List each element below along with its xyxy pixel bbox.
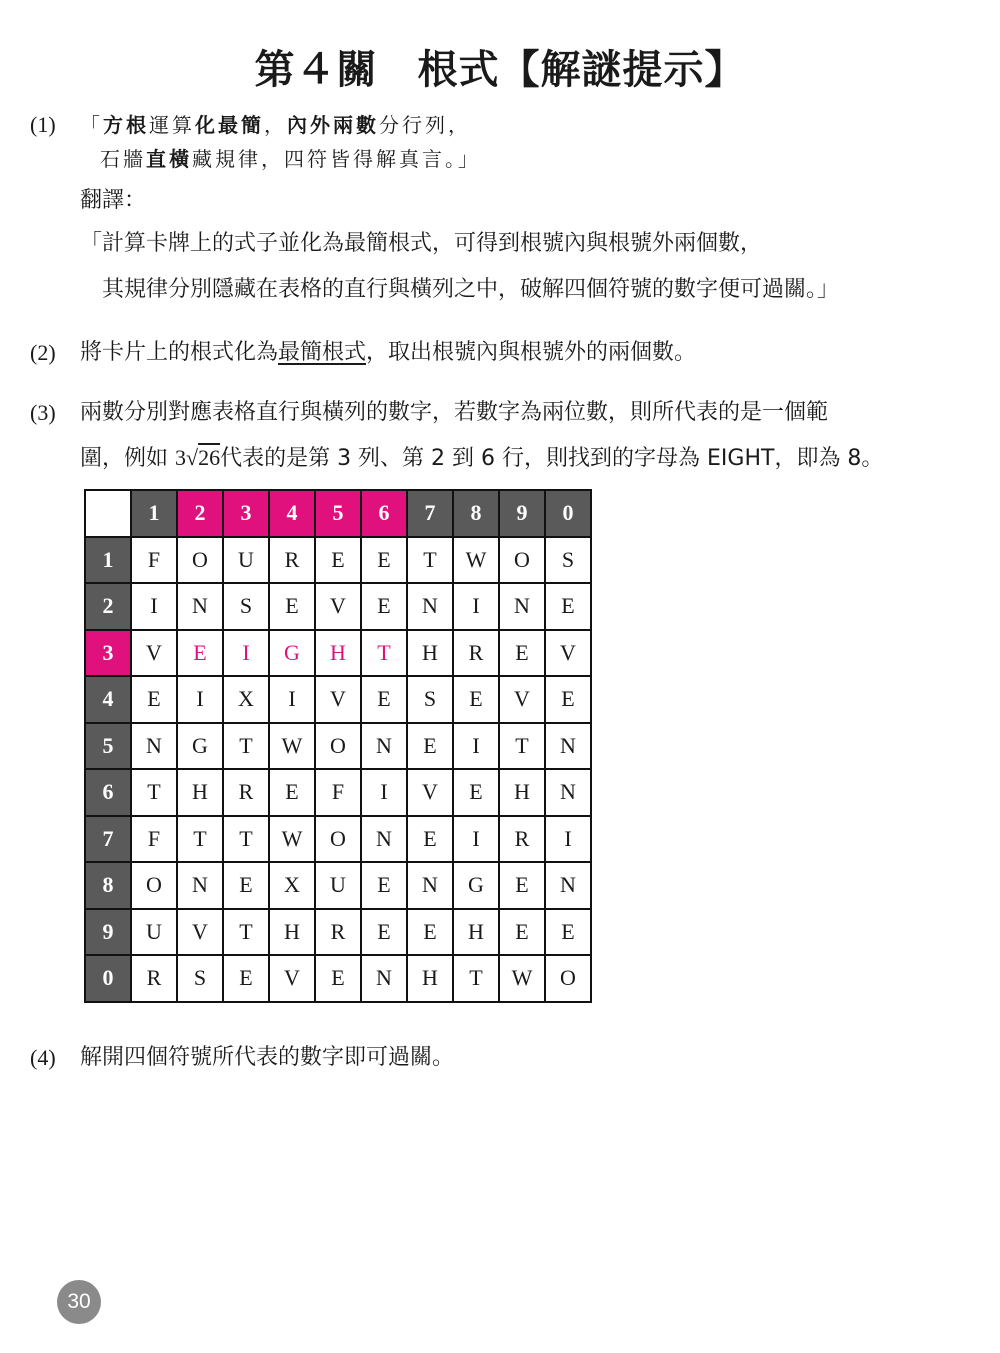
grid-row: [85, 816, 591, 863]
grid-cell: S: [545, 537, 591, 584]
quote-mark: 「: [80, 113, 103, 137]
grid-cell: T: [223, 723, 269, 770]
radical-sign: √: [186, 445, 199, 470]
grid-cell: E: [407, 723, 453, 770]
grid-cell: H: [453, 909, 499, 956]
grid-cell: H: [499, 769, 545, 816]
grid-cell: R: [223, 769, 269, 816]
grid-cell: N: [361, 723, 407, 770]
translation-line-2: 其規律分別隱藏在表格的直行與橫列之中，破解四個符號的數字便可過關。」: [102, 277, 840, 302]
grid-col-header: 1: [131, 490, 177, 537]
underlined-term: 最簡根式: [278, 340, 367, 365]
grid-cell: G: [269, 630, 315, 677]
line2-rest: 代表的是第 3 列、第 2 到 6 行，則找到的字母為 EIGHT，即為 8。: [220, 446, 884, 471]
radical-coefficient: 3: [175, 445, 186, 470]
grid-cell: E: [407, 816, 453, 863]
grid-row: [85, 537, 591, 584]
grid-cell: U: [223, 537, 269, 584]
grid-cell: F: [131, 537, 177, 584]
radicand: 26: [198, 445, 221, 470]
grid-cell: G: [177, 723, 223, 770]
grid-cell: I: [545, 816, 591, 863]
grid-cell: I: [361, 769, 407, 816]
grid-row: [85, 630, 591, 677]
grid-cell: I: [269, 676, 315, 723]
radical-expression: [175, 445, 220, 470]
grid-cell: V: [177, 909, 223, 956]
page-number: 30: [57, 1280, 101, 1324]
grid-cell: S: [407, 676, 453, 723]
grid-cell: I: [453, 723, 499, 770]
grid-cell: E: [223, 862, 269, 909]
grid-cell: E: [545, 909, 591, 956]
grid-cell: E: [545, 583, 591, 630]
grid-cell: E: [361, 909, 407, 956]
grid-cell: R: [131, 955, 177, 1002]
grid-row-header: 1: [85, 537, 131, 584]
grid-cell: E: [361, 862, 407, 909]
grid-cell: O: [315, 816, 361, 863]
grid-row: [85, 583, 591, 630]
grid-cell: E: [453, 676, 499, 723]
grid-cell: T: [223, 909, 269, 956]
grid-cell: E: [545, 676, 591, 723]
hint-text: 解開四個符號所代表的數字即可過關。: [80, 1045, 455, 1070]
grid-row-header: 5: [85, 723, 131, 770]
grid-cell: G: [453, 862, 499, 909]
grid-cell: N: [407, 583, 453, 630]
grid-row: [85, 769, 591, 816]
grid-cell: X: [269, 862, 315, 909]
grid-cell: V: [131, 630, 177, 677]
grid-cell: H: [269, 909, 315, 956]
grid-cell: S: [223, 583, 269, 630]
grid-cell: F: [315, 769, 361, 816]
grid-cell: N: [361, 816, 407, 863]
poem-text: 運算: [149, 113, 195, 137]
grid-cell: S: [177, 955, 223, 1002]
item-number: (1): [30, 112, 56, 137]
grid-cell: E: [223, 955, 269, 1002]
page-title: [0, 38, 1000, 95]
translation-line-1: 「計算卡牌上的式子並化為最簡根式，可得到根號內與根號外兩個數，: [80, 231, 763, 256]
item-number: (2): [30, 340, 56, 365]
grid-row-header: 2: [85, 583, 131, 630]
grid-cell: E: [361, 537, 407, 584]
grid-row-header: 9: [85, 909, 131, 956]
grid-cell: T: [499, 723, 545, 770]
grid-cell: T: [453, 955, 499, 1002]
grid-col-header: 3: [223, 490, 269, 537]
grid-cell: E: [361, 583, 407, 630]
grid-corner: [85, 490, 131, 537]
hint-text-line-1: 兩數分別對應表格直行與橫列的數字，若數字為兩位數，則所代表的是一個範: [80, 400, 829, 425]
grid-col-header: 7: [407, 490, 453, 537]
grid-row: [85, 862, 591, 909]
line2-pre: 圍，例如: [80, 446, 175, 471]
grid-cell: H: [177, 769, 223, 816]
grid-cell: T: [131, 769, 177, 816]
poem-line-1: [80, 112, 471, 138]
grid-cell: E: [407, 909, 453, 956]
grid-cell: O: [315, 723, 361, 770]
grid-cell: I: [223, 630, 269, 677]
grid-cell: T: [223, 816, 269, 863]
grid-cell: R: [453, 630, 499, 677]
grid-cell: O: [545, 955, 591, 1002]
grid-row-header: 4: [85, 676, 131, 723]
hint-text-post: ，取出根號內與根號外的兩個數。: [366, 340, 697, 365]
poem-text: 石牆: [100, 147, 146, 171]
poem-line-2: [100, 146, 481, 172]
grid-cell: T: [361, 630, 407, 677]
grid-row: [85, 909, 591, 956]
grid-row: [85, 955, 591, 1002]
grid-cell: N: [131, 723, 177, 770]
grid-cell: X: [223, 676, 269, 723]
grid-cell: E: [131, 676, 177, 723]
grid-cell: E: [499, 909, 545, 956]
grid-row-header: 3: [85, 630, 131, 677]
grid-col-header: 9: [499, 490, 545, 537]
grid-cell: W: [499, 955, 545, 1002]
grid-cell: H: [315, 630, 361, 677]
grid-cell: E: [269, 769, 315, 816]
poem-keyword: 化最簡: [195, 113, 264, 137]
hint-text: [80, 340, 696, 366]
grid-cell: E: [361, 676, 407, 723]
hint-text-pre: 將卡片上的根式化為: [80, 340, 279, 365]
letter-grid: [84, 489, 592, 1003]
grid-cell: N: [545, 862, 591, 909]
title-topic: 根式【解謎提示】: [417, 47, 746, 93]
grid-cell: V: [315, 676, 361, 723]
grid-row-header: 7: [85, 816, 131, 863]
item-number: (3): [30, 400, 56, 425]
grid-cell: N: [177, 862, 223, 909]
grid-cell: T: [177, 816, 223, 863]
grid-cell: V: [407, 769, 453, 816]
poem-text: ，: [264, 113, 287, 137]
poem-keyword: 直橫: [146, 147, 192, 171]
grid-cell: E: [499, 862, 545, 909]
grid-cell: H: [407, 955, 453, 1002]
grid-cell: R: [315, 909, 361, 956]
grid-cell: E: [315, 537, 361, 584]
grid-cell: F: [131, 816, 177, 863]
grid-cell: V: [269, 955, 315, 1002]
grid-cell: H: [407, 630, 453, 677]
grid-cell: V: [545, 630, 591, 677]
grid-col-header: 4: [269, 490, 315, 537]
grid-cell: E: [453, 769, 499, 816]
poem-text: 分行列，: [379, 113, 471, 137]
grid-cell: O: [177, 537, 223, 584]
grid-cell: R: [269, 537, 315, 584]
grid-cell: V: [499, 676, 545, 723]
grid-cell: I: [131, 583, 177, 630]
translation-label: 翻譯：: [80, 188, 147, 213]
grid-row-header: 0: [85, 955, 131, 1002]
poem-text: 藏規律，四符皆得解真言。」: [192, 147, 481, 171]
grid-cell: T: [407, 537, 453, 584]
grid-cell: N: [177, 583, 223, 630]
grid-cell: W: [269, 723, 315, 770]
grid-cell: O: [499, 537, 545, 584]
grid-cell: O: [131, 862, 177, 909]
grid-header-row: [85, 490, 591, 537]
grid-cell: N: [499, 583, 545, 630]
grid-cell: E: [269, 583, 315, 630]
grid-col-header: 8: [453, 490, 499, 537]
grid-row-header: 6: [85, 769, 131, 816]
grid-cell: N: [545, 723, 591, 770]
grid-cell: N: [361, 955, 407, 1002]
poem-keyword: 方根: [103, 113, 149, 137]
grid-cell: I: [453, 583, 499, 630]
grid-cell: I: [177, 676, 223, 723]
grid-cell: U: [315, 862, 361, 909]
grid-cell: N: [407, 862, 453, 909]
grid-cell: R: [499, 816, 545, 863]
grid-cell: U: [131, 909, 177, 956]
grid-cell: E: [177, 630, 223, 677]
grid-col-header: 0: [545, 490, 591, 537]
grid-cell: I: [453, 816, 499, 863]
grid-cell: E: [315, 955, 361, 1002]
hint-text-line-2: [80, 445, 883, 472]
grid-cell: W: [269, 816, 315, 863]
grid-col-header: 6: [361, 490, 407, 537]
grid-cell: W: [453, 537, 499, 584]
title-level: 第４關: [254, 47, 378, 93]
grid-row-header: 8: [85, 862, 131, 909]
item-number: (4): [30, 1045, 56, 1070]
grid-cell: V: [315, 583, 361, 630]
grid-col-header: 5: [315, 490, 361, 537]
grid-cell: E: [499, 630, 545, 677]
grid-cell: N: [545, 769, 591, 816]
grid-row: [85, 676, 591, 723]
grid-col-header: 2: [177, 490, 223, 537]
grid-row: [85, 723, 591, 770]
poem-keyword: 內外兩數: [287, 113, 379, 137]
